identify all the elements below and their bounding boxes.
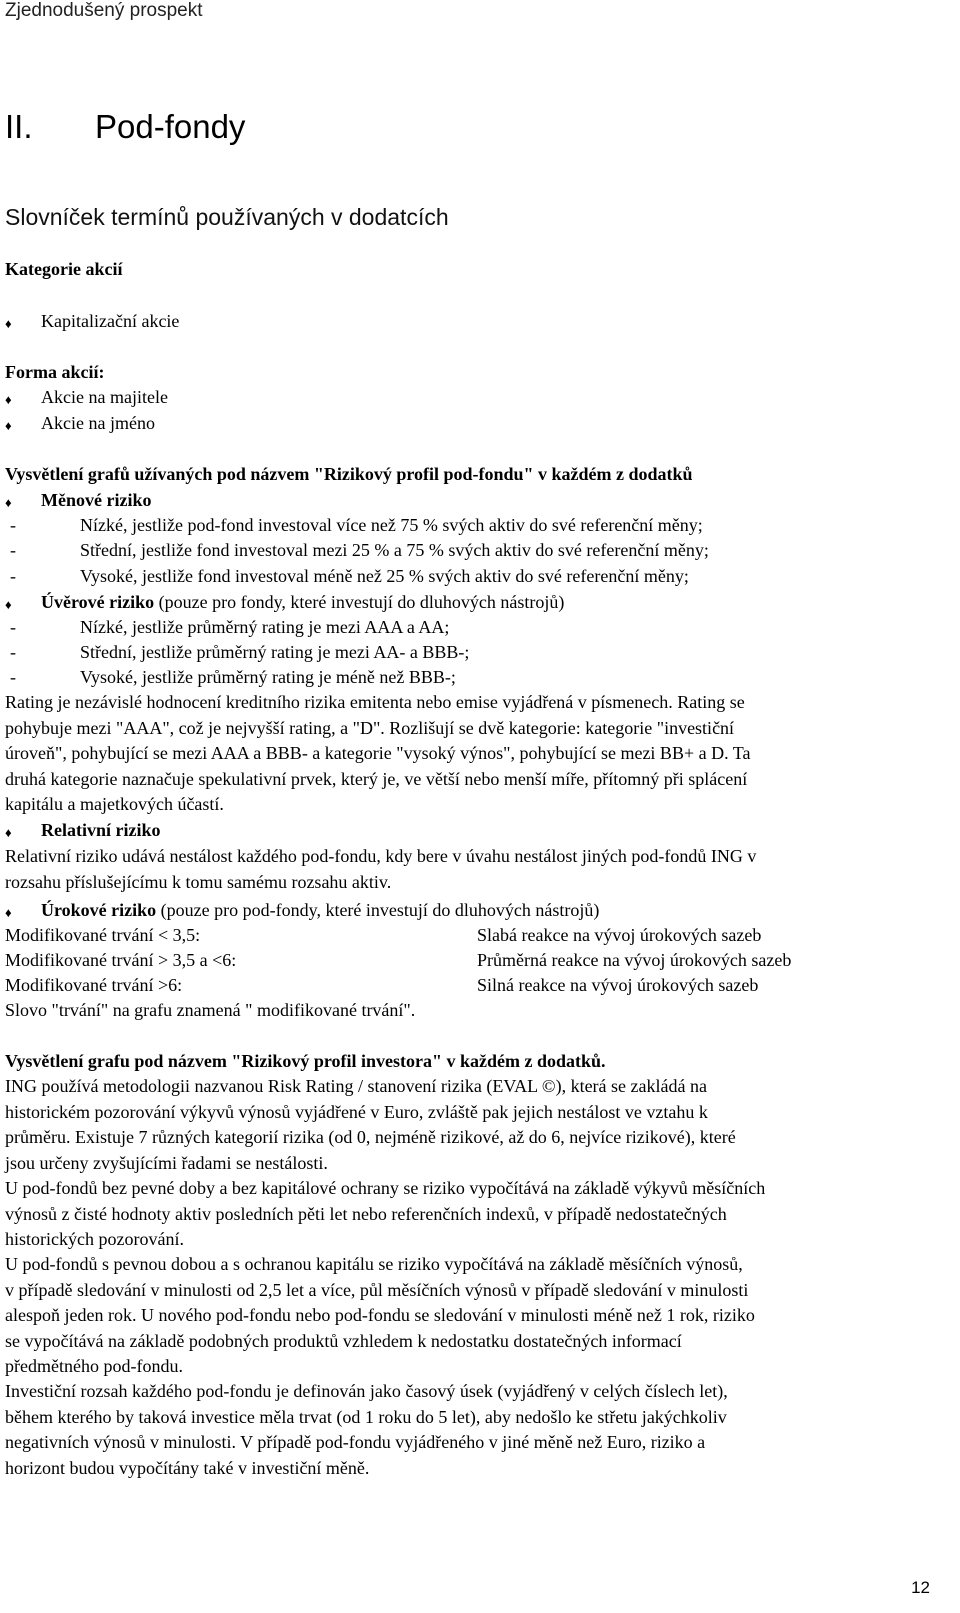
- share-form-title: Forma akcií:: [5, 362, 105, 382]
- paragraph-line: kapitálu a majetkových účastí.: [5, 794, 224, 814]
- diamond-bullet-icon: ♦: [5, 825, 12, 840]
- paragraph-line: jsou určeny zvyšujícími řadami se nestálosti.: [5, 1152, 328, 1173]
- paragraph-line: U pod-fondů bez pevné doby a bez kapitálové ochrany se riziko vypočítává na základě výkyvů měsíčních: [5, 1178, 766, 1198]
- paragraph-line: horizont budou vypočítány také v investiční měně.: [5, 1457, 370, 1478]
- interest-risk-heading: [41, 900, 599, 921]
- duration-label: Modifikované trvání > 3,5 a <6:: [5, 950, 237, 970]
- paragraph-line: druhá kategorie naznačuje spekulativní prvek, který je, ve větší nebo menší míře, přítomný při splácení: [5, 768, 748, 789]
- list-item: Kapitalizační akcie: [41, 311, 180, 331]
- credit-rating-paragraph: [5, 690, 926, 818]
- paragraph-line: rozsahu příslušejícímu k tomu samému rozsahu aktiv.: [5, 871, 392, 892]
- interest-risk-title: Úrokové riziko: [41, 900, 157, 920]
- paragraph-line: pohybuje mezi "AAA", což je nejvyšší rating, a "D". Rozlišují se dvě kategorie: kategorie "investiční: [5, 717, 735, 738]
- credit-risk-note: (pouze pro fondy, které investují do dluhových nástrojů): [154, 592, 565, 612]
- duration-value: Slabá reakce na vývoj úrokových sazeb: [477, 925, 762, 945]
- page-number: 12: [911, 1578, 930, 1597]
- paragraph-line: v případě sledování v minulosti od 2,5 let a více, půl měsíčních výnosů v případě sledování v minulosti: [5, 1279, 749, 1300]
- relative-risk-title: Relativní riziko: [41, 820, 161, 840]
- dash-bullet-icon: -: [10, 540, 16, 560]
- list-item: Nízké, jestliže pod-fond investoval více než 75 % svých aktiv do své referenční měny;: [80, 515, 703, 535]
- list-item: Střední, jestliže průměrný rating je mezi AA- a BBB-;: [80, 642, 470, 662]
- duration-footnote: Slovo "trvání" na grafu znamená " modifikované trvání".: [5, 1000, 416, 1020]
- duration-label: Modifikované trvání < 3,5:: [5, 925, 201, 945]
- section-number: II.: [5, 108, 33, 145]
- credit-risk-title: Úvěrové riziko: [41, 592, 155, 612]
- dash-bullet-icon: -: [10, 515, 16, 535]
- paragraph-line: historickém pozorování výkyvů výnosů vyjádřené v Euro, zvláště pak jejich nestálost ve vztahu k: [5, 1101, 708, 1122]
- duration-label: Modifikované trvání >6:: [5, 975, 183, 995]
- risk-profile-heading: Vysvětlení grafů užívaných pod názvem "Rizikový profil pod-fondu" v každém z dodatků: [5, 464, 693, 484]
- paragraph-line: se vypočítává na základě podobných produktů vzhledem k nedostatku dostatečných informací: [5, 1330, 682, 1351]
- paragraph-line: Investiční rozsah každého pod-fondu je definován jako časový úsek (vyjádřený v celých číslech let),: [5, 1381, 728, 1401]
- section-heading: [5, 108, 245, 146]
- diamond-bullet-icon: ♦: [5, 316, 12, 331]
- paragraph-line: úroveň", pohybující se mezi AAA a BBB- a kategorie "vysoký výnos", pohybující se mezi BB+ a D. Ta: [5, 743, 751, 763]
- paragraph-line: Relativní riziko udává nestálost každého pod-fondu, kdy bere v úvahu nestálost jiných pod-fondů ING v: [5, 846, 757, 866]
- diamond-bullet-icon: ♦: [5, 418, 12, 433]
- glossary-heading: Slovníček termínů používaných v dodatcích: [5, 204, 449, 230]
- diamond-bullet-icon: ♦: [5, 392, 12, 407]
- paragraph-line: Rating je nezávislé hodnocení kreditního rizika emitenta nebo emise vyjádřená v písmenech. Rating se: [5, 692, 745, 712]
- dash-bullet-icon: -: [10, 642, 16, 662]
- duration-value: Silná reakce na vývoj úrokových sazeb: [477, 975, 759, 995]
- paragraph: [5, 1074, 926, 1176]
- list-item: Akcie na jméno: [41, 413, 155, 433]
- paragraph-line: předmětného pod-fondu.: [5, 1356, 183, 1376]
- paragraph-line: U pod-fondů s pevnou dobou a s ochranou kapitálu se riziko vypočítává na základě měsíčních výnosů,: [5, 1254, 743, 1274]
- diamond-bullet-icon: ♦: [5, 905, 12, 920]
- diamond-bullet-icon: ♦: [5, 495, 12, 510]
- relative-risk-paragraph: [5, 844, 926, 895]
- paragraph-line: alespoň jeden rok. U nového pod-fondu nebo pod-fondu se sledování v minulosti méně než 1 rok, riziko: [5, 1305, 755, 1325]
- paragraph-line: výnosů z čisté hodnoty aktiv posledních pěti let nebo referenčních indexů, v případě nedostatečných: [5, 1203, 727, 1224]
- duration-value: Průměrná reakce na vývoj úrokových sazeb: [477, 950, 792, 970]
- credit-risk-heading: [41, 592, 564, 613]
- currency-risk-title: Měnové riziko: [41, 490, 152, 510]
- paragraph-line: průměru. Existuje 7 různých kategorií rizika (od 0, nejméně rizikové, až do 6, nejvíce rizikové), které: [5, 1127, 736, 1147]
- section-title: Pod-fondy: [95, 108, 246, 145]
- paragraph: [5, 1176, 926, 1253]
- paragraph-line: historických pozorování.: [5, 1229, 184, 1249]
- paragraph-line: během kterého by taková investice měla trvat (od 1 roku do 5 let), aby nedošlo ke střetu jakýchkoliv: [5, 1406, 727, 1427]
- investor-profile-heading: Vysvětlení grafu pod názvem "Rizikový profil investora" v každém z dodatků.: [5, 1051, 606, 1071]
- paragraph-line: ING používá metodologii nazvanou Risk Rating / stanovení rizika (EVAL ©), která se zakládá na: [5, 1076, 707, 1096]
- list-item: Vysoké, jestliže fond investoval méně než 25 % svých aktiv do své referenční měny;: [80, 566, 689, 586]
- list-item: Nízké, jestliže průměrný rating je mezi AAA a AA;: [80, 617, 450, 637]
- dash-bullet-icon: -: [10, 617, 16, 637]
- diamond-bullet-icon: ♦: [5, 597, 12, 612]
- paragraph: [5, 1252, 926, 1380]
- list-item: Vysoké, jestliže průměrný rating je méně než BBB-;: [80, 667, 456, 687]
- paragraph-line: negativních výnosů v minulosti. V případě pod-fondu vyjádřeného v jiné měně než Euro, riziko a: [5, 1432, 706, 1452]
- running-header: Zjednodušený prospekt: [5, 0, 203, 21]
- dash-bullet-icon: -: [10, 667, 16, 687]
- share-category-title: Kategorie akcií: [5, 259, 123, 279]
- list-item: Akcie na majitele: [41, 387, 168, 407]
- dash-bullet-icon: -: [10, 566, 16, 586]
- list-item: Střední, jestliže fond investoval mezi 25 % a 75 % svých aktiv do své referenční měny;: [80, 540, 709, 560]
- paragraph: [5, 1379, 926, 1481]
- interest-risk-note: (pouze pro pod-fondy, které investují do dluhových nástrojů): [156, 900, 600, 920]
